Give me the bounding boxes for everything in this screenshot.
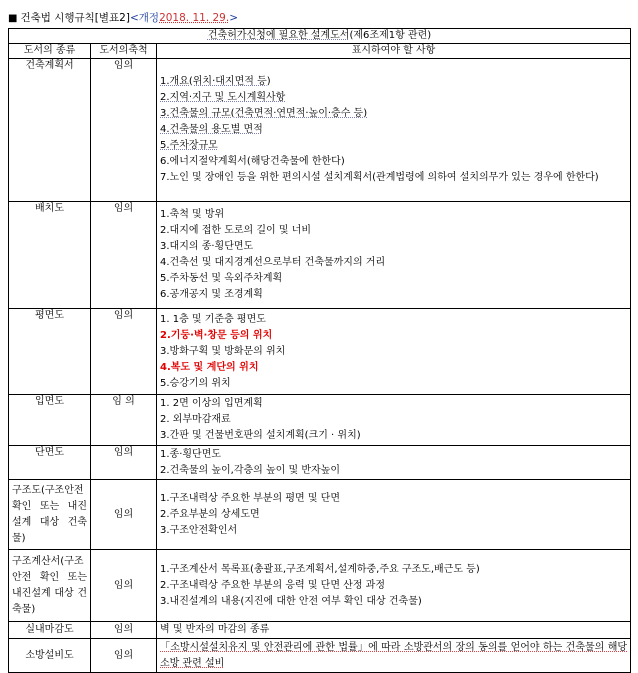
list-item: 3.대지의 종·횡단면도 [160,241,254,252]
list-item: 4.복도 및 계단의 위치 [160,361,259,373]
list-item: 2.대지에 접한 도로의 길이 및 너비 [160,225,312,236]
table-row [9,446,631,480]
list-item: 2.지역·지구 및 도시계획사항 [160,92,286,103]
list-item: 5.주차장규모 [160,140,218,151]
table-row [9,550,631,622]
list-item: 1. 2면 이상의 입면계획 [160,398,263,409]
items-cell [157,639,631,673]
list-item: 2.주요부분의 상세도면 [160,508,260,520]
list-item: 5.주차동선 및 옥외주차계획 [160,273,283,284]
scale-cell: 임 의 [91,395,157,446]
items-cell [157,309,631,395]
table-row [9,622,631,639]
column-header-scale: 도서의축척 [91,44,157,59]
scale-cell: 임의 [91,446,157,480]
list-item: 1.축척 및 방위 [160,209,225,220]
items-cell [157,202,631,309]
list-item: 벽 및 반자의 마감의 종류 [160,624,270,635]
list-item: 5.승강기의 위치 [160,377,231,389]
list-item: 3.방화구획 및 방화문의 위치 [160,345,286,357]
column-header-row [9,44,631,59]
document-header [8,10,238,26]
table-row [9,59,631,202]
scale-cell: 임의 [91,309,157,395]
table-row [9,309,631,395]
scale-cell: 임의 [91,59,157,202]
doc-type-cell: 단면도 [9,446,91,480]
items-cell [157,480,631,550]
scale-cell: 임의 [91,480,157,550]
list-item: 6.공개공지 및 조경계획 [160,289,263,300]
table-row [9,480,631,550]
scale-cell: 임의 [91,639,157,673]
list-item: 3.건축물의 규모(건축면적·연면적·높이·층수 등) [160,108,368,119]
list-item: 1. 1층 및 기준층 평면도 [160,313,266,325]
list-item: 1.종·횡단면도 [160,448,222,460]
list-item: 3.내진설계의 내용(지진에 대한 안전 여부 확인 대상 건축물) [160,595,422,607]
table-row [9,202,631,309]
doc-type-cell: 건축계획서 [9,59,91,202]
revision-date: 2018. 11. 29. [159,12,230,24]
list-item: 1.구조계산서 목록표(총괄표,구조계획서,설계하중,주요 구조도,배근도 등) [160,563,480,575]
table-title-row [9,29,631,44]
list-item: 3.구조안전확인서 [160,524,238,536]
square-bullet-icon: ■ [8,13,18,24]
list-item: 6.에너지절약계획서(해당건축물에 한한다) [160,156,345,167]
column-header-items: 표시하여야 할 사항 [157,44,631,59]
list-item: 2. 외부마감재료 [160,414,231,425]
list-item: 2.기둥·벽·창문 등의 위치 [160,329,273,341]
list-item: 4.건축선 및 대지경계선으로부터 건축물까지의 거리 [160,257,386,268]
scale-cell: 임의 [91,550,157,622]
header-title: 건축법 시행규칙[별표2] [20,12,130,24]
table-title: 건축허가신청에 필요한 설계도서(제6조제1항 관련) [9,29,631,44]
design-documents-table [8,28,631,673]
items-cell [157,59,631,202]
doc-type-cell: 평면도 [9,309,91,395]
items-cell [157,622,631,639]
doc-type-cell: 구조도(구조안전 확인 또는 내진 설계 대상 건축물) [9,480,91,550]
list-item: 2.구조내력상 주요한 부분의 응력 및 단면 산정 과정 [160,579,385,591]
list-item: 1.구조내력상 주요한 부분의 평면 및 단면 [160,492,340,504]
doc-type-cell: 소방설비도 [9,639,91,673]
column-header-type: 도서의 종류 [9,44,91,59]
scale-cell: 임의 [91,622,157,639]
items-cell [157,395,631,446]
list-item: 4.건축물의 용도별 면적 [160,124,263,135]
items-cell [157,550,631,622]
table-row [9,395,631,446]
doc-type-cell: 배치도 [9,202,91,309]
list-item: 「소방시설설치유지 및 안전관리에 관한 법률」에 따라 소방관서의 장의 동의를 얻어야 하는 건축물의 해당소방 관련 설비 [160,641,628,669]
list-item: 2.건축물의 높이,각층의 높이 및 반자높이 [160,464,340,476]
items-cell [157,446,631,480]
doc-type-cell: 구조계산서(구조 안전 확인 또는 내진설계 대상 건축물) [9,550,91,622]
revision-label: 개정 [138,12,160,24]
scale-cell: 임의 [91,202,157,309]
list-item: 1.개요(위치·대지면적 등) [160,76,271,87]
revision-note: <개정2018. 11. 29.> [129,12,239,24]
list-item: 7.노인 및 장애인 등을 위한 편의시설 설치계획서(관계법령에 의하여 설치의무가 있는 경우에 한한다) [160,172,599,183]
table-row [9,639,631,673]
list-item: 3.간판 및 건물번호판의 설치계획(크기 · 위치) [160,430,361,441]
doc-type-cell: 실내마감도 [9,622,91,639]
doc-type-cell: 입면도 [9,395,91,446]
